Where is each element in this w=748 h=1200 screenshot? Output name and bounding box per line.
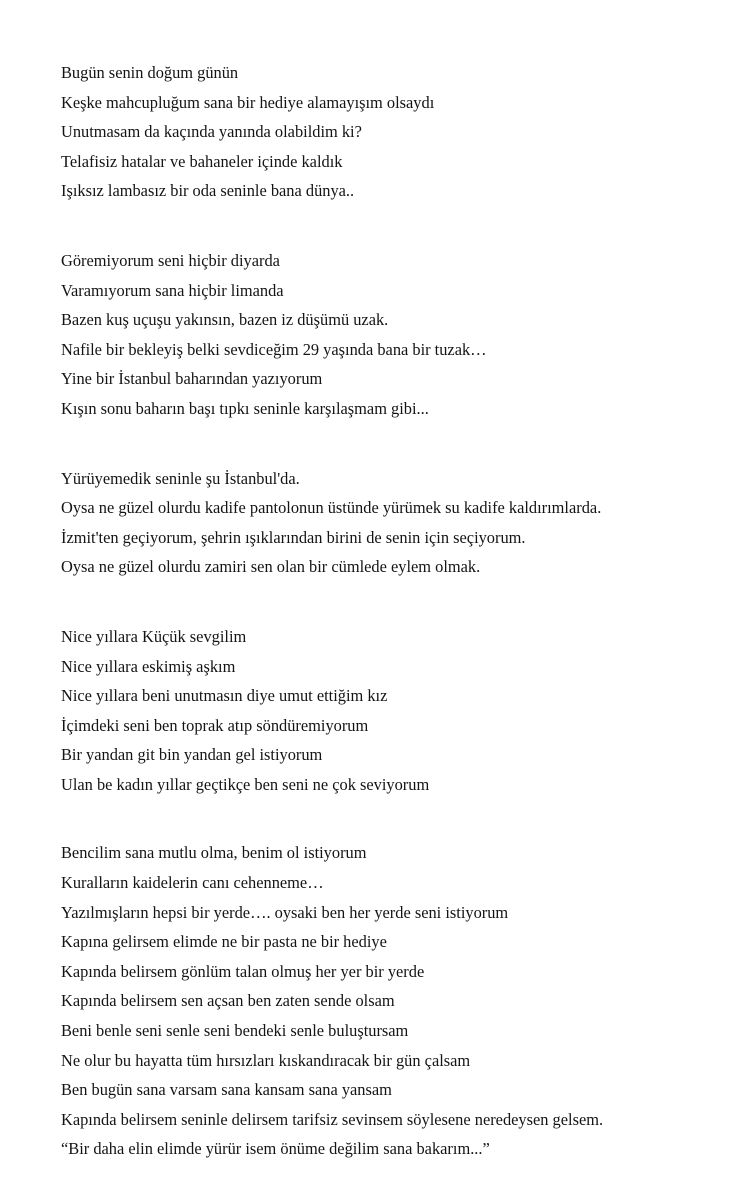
- poem-line: Ulan be kadın yıllar geçtikçe ben seni ne çok seviyorum: [61, 774, 430, 794]
- poem-line: Kışın sonu baharın başı tıpkı seninle karşılaşmam gibi...: [61, 398, 429, 418]
- poem-line: Ne olur bu hayatta tüm hırsızları kıskandıracak bir gün çalsam: [61, 1050, 471, 1070]
- poem-line: Yürüyemedik seninle şu İstanbul'da.: [61, 468, 300, 488]
- poem-line: Varamıyorum sana hiçbir limanda: [61, 280, 284, 300]
- poem-line: Yine bir İstanbul baharından yazıyorum: [61, 369, 323, 389]
- poem-line: Kapında belirsem gönlüm talan olmuş her yer bir yerde: [61, 961, 425, 981]
- stanza-4: [61, 622, 741, 800]
- poem-line: Kuralların kaidelerin canı cehenneme…: [61, 873, 324, 893]
- poem-line: Kapında belirsem seninle delirsem tarifsiz sevinsem söylesene neredeysen gelsem.: [61, 1109, 604, 1129]
- poem-line: Kapına gelirsem elimde ne bir pasta ne bir hediye: [61, 932, 387, 952]
- poem-line: Bir yandan git bin yandan gel istiyorum: [61, 745, 323, 765]
- poem-line: Unutmasam da kaçında yanında olabildim ki?: [61, 122, 362, 142]
- poem-line: Nafile bir bekleyiş belki sevdiceğim 29 yaşında bana bir tuzak…: [61, 339, 487, 359]
- stanza-3: [61, 464, 741, 582]
- poem-line: İçimdeki seni ben toprak atıp söndüremiyorum: [61, 715, 369, 735]
- poem-line: “Bir daha elin elimde yürür isem önüme değilim sana bakarım...”: [61, 1139, 490, 1159]
- poem-line: Telafisiz hatalar ve bahaneler içinde kaldık: [61, 151, 343, 171]
- poem-line: İzmit'ten geçiyorum, şehrin ışıklarından birini de senin için seçiyorum.: [61, 527, 526, 547]
- poem-page: [61, 58, 741, 1194]
- poem-line: Oysa ne güzel olurdu zamiri sen olan bir cümlede eylem olmak.: [61, 557, 481, 577]
- poem-line: Bazen kuş uçuşu yakınsın, bazen iz düşümü uzak.: [61, 310, 389, 330]
- poem-line: Işıksız lambasız bir oda seninle bana dünya..: [61, 181, 355, 201]
- poem-line: Yazılmışların hepsi bir yerde…. oysaki ben her yerde seni istiyorum: [61, 902, 509, 922]
- poem-line: Beni benle seni senle seni bendeki senle buluştursam: [61, 1021, 409, 1041]
- poem-line: Kapında belirsem sen açsan ben zaten sende olsam: [61, 991, 395, 1011]
- stanza-2: [61, 246, 741, 424]
- poem-line: Nice yıllara eskimiş aşkım: [61, 656, 236, 676]
- poem-line: Göremiyorum seni hiçbir diyarda: [61, 250, 280, 270]
- poem-line: Keşke mahcupluğum sana bir hediye alamayışım olsaydı: [61, 92, 435, 112]
- poem-line: Ben bugün sana varsam sana kansam sana yansam: [61, 1080, 392, 1100]
- poem-line: Bugün senin doğum günün: [61, 63, 239, 82]
- poem-line: Nice yıllara Küçük sevgilim: [61, 626, 247, 646]
- stanza-5: [61, 838, 741, 1164]
- poem-line: Bencilim sana mutlu olma, benim ol istiyorum: [61, 843, 367, 863]
- poem-line: Oysa ne güzel olurdu kadife pantolonun üstünde yürümek su kadife kaldırımlarda.: [61, 498, 602, 518]
- stanza-1: [61, 58, 741, 206]
- poem-line: Nice yıllara beni unutmasın diye umut ettiğim kız: [61, 686, 388, 706]
